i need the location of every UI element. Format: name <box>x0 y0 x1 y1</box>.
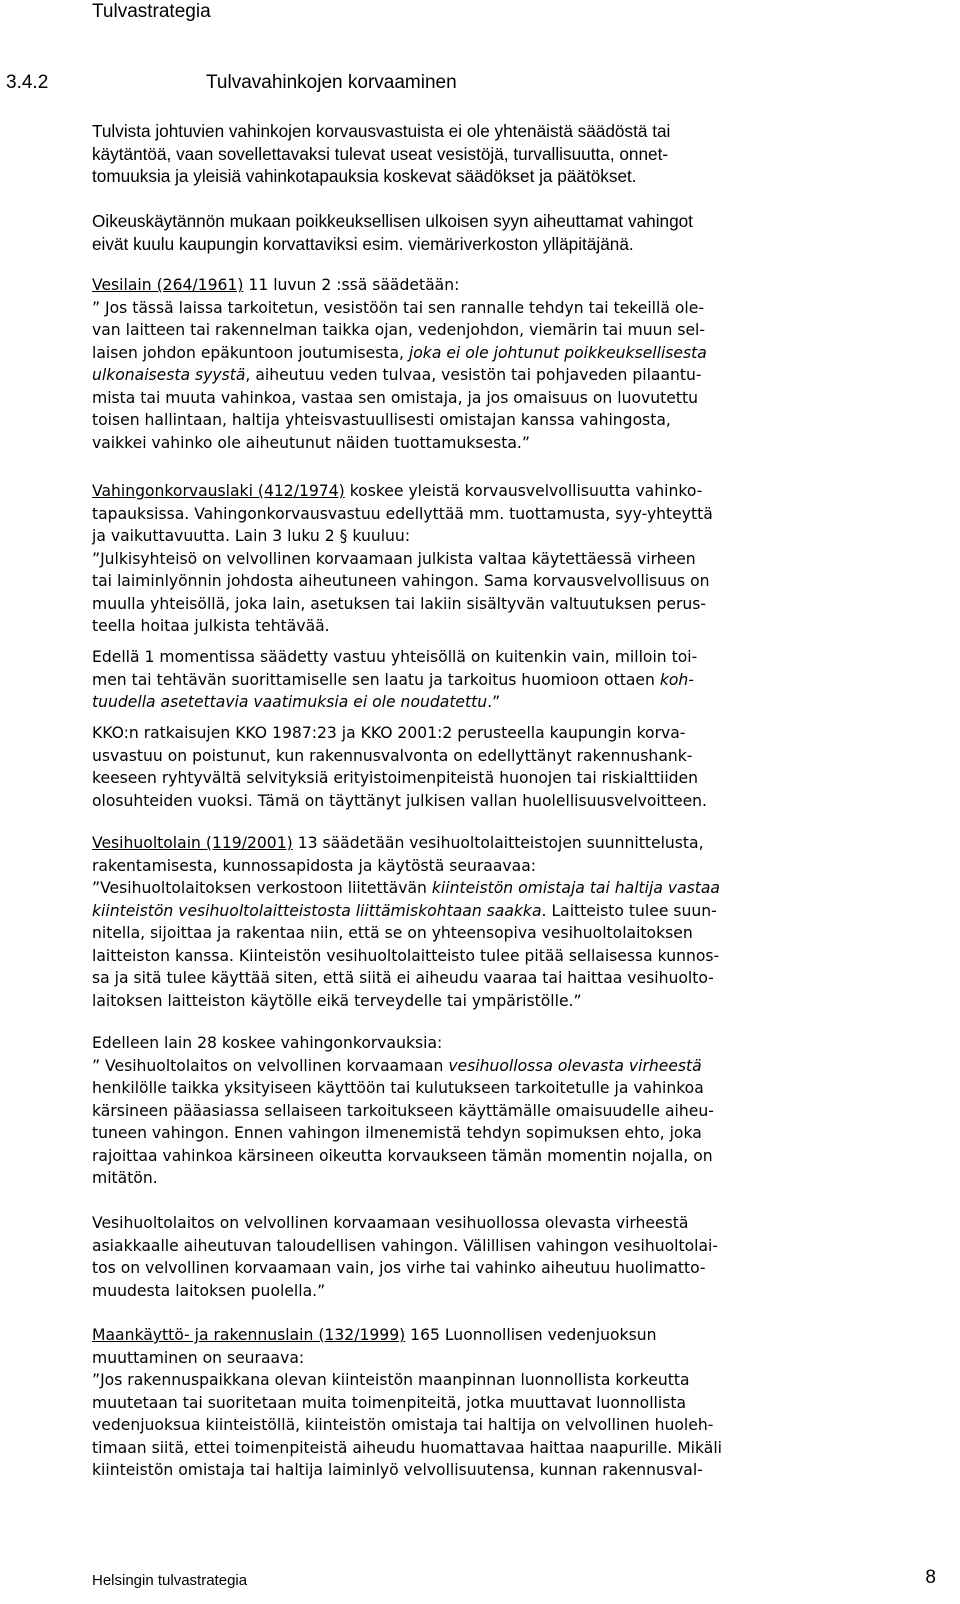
text-line: henkilölle taikka yksityiseen käyttöön tai kulutukseen tarkoitetulle ja vahinkoa <box>92 1079 704 1097</box>
law-reference: Vesihuoltolain (119/2001) <box>92 834 293 852</box>
text-span: . Laitteisto tulee suun- <box>541 901 717 920</box>
edella-paragraph <box>92 646 852 714</box>
text-line: ”Julkisyhteisö on velvollinen korvaamaan julkista valtaa käytettäessä virheen <box>92 549 696 568</box>
italic-span: koh- <box>659 670 694 689</box>
text-line: tai laiminlyönnin johdosta aiheutuneen vahingon. Sama korvausvelvollisuus on <box>92 572 710 590</box>
text-line: vedenjuoksua kiinteistöllä, kiinteistön omistaja tai haltija on velvollinen huoleh- <box>92 1416 714 1434</box>
text-line: van laitteen tai rakennelman taikka ojan, vedenjohdon, viemärin tai muun sel- <box>92 321 706 339</box>
text-line: käytäntöä, vaan sovellettavaksi tulevat useat vesistöjä, turvallisuutta, onnet- <box>92 143 669 164</box>
section-title: Tulvavahinkojen korvaaminen <box>206 72 457 93</box>
text-line: ja vaikuttavuutta. Lain 3 luku 2 § kuuluu: <box>92 527 411 545</box>
text-span: 13 säädetään vesihuoltolaitteistojen suunnittelusta, <box>292 834 704 852</box>
text-line: toisen hallintaan, haltija yhteisvastuullisesti omistajan kanssa vahingosta, <box>92 411 671 429</box>
text-line: ”Jos rakennuspaikkana olevan kiinteistön maanpinnan luonnollista korkeutta <box>92 1371 690 1389</box>
vesilaki-paragraph <box>92 274 852 454</box>
text-line: muuttaminen on seuraava: <box>92 1348 305 1367</box>
vahingonkorvauslaki-paragraph <box>92 480 852 638</box>
text-line: mista tai muuta vahinkoa, vastaa sen omistaja, ja jos omaisuus on luovutettu <box>92 388 698 407</box>
text-line: Vesihuoltolaitos on velvollinen korvaamaan vesihuollossa olevasta virheestä <box>92 1214 689 1232</box>
page-footer: Helsingin tulvastrategia <box>92 1572 248 1589</box>
law-reference: Vahingonkorvauslaki (412/1974) <box>92 482 345 500</box>
text-span: ” Vesihuoltolaitos on velvollinen korvaamaan <box>92 1056 449 1075</box>
text-line: Oikeuskäytännön mukaan poikkeuksellisen ulkoisen syyn aiheuttamat vahingot <box>92 211 693 231</box>
text-line: Edelleen lain 28 koskee vahingonkorvauksia: <box>92 1034 443 1052</box>
intro-paragraph-2 <box>92 210 852 255</box>
text-line: KKO:n ratkaisujen KKO 1987:23 ja KKO 2001:2 perusteella kaupungin korva- <box>92 724 686 742</box>
law-reference: Vesilain (264/1961) <box>92 276 244 294</box>
text-line: mitätön. <box>92 1169 158 1187</box>
text-line: keeseen ryhtyvältä selvityksiä erityistoimenpiteistä huonojen tai riskialttiiden <box>92 769 699 787</box>
law-reference: Maankäyttö- ja rakennuslain (132/1999) <box>92 1326 406 1344</box>
text-line: sa ja sitä tulee käyttää siten, että siitä ei aiheudu vaaraa tai haittaa vesihuolto- <box>92 969 714 987</box>
text-line: rakentamisesta, kunnossapidosta ja käytöstä seuraavaa: <box>92 856 537 875</box>
page-number: 8 <box>925 1567 936 1588</box>
italic-span: kiinteistön vesihuoltolaitteistosta liittämiskohtaan saakka <box>92 901 542 920</box>
text-span: men tai tehtävän suorittamiselle sen laatu ja tarkoitus huomioon ottaen <box>92 670 660 689</box>
text-line: laitteiston kanssa. Kiinteistön vesihuoltolaitteisto tulee pitää sellaisessa kunnos- <box>92 946 720 965</box>
text-line: Edellä 1 momentissa säädetty vastuu yhteisöllä on kuitenkin vain, milloin toi- <box>92 648 698 666</box>
text-line: tos on velvollinen korvaamaan vain, jos virhe tai vahinko aiheutuu huolimatto- <box>92 1259 706 1277</box>
text-line: kiinteistön omistaja tai haltija laiminlyö velvollisuutensa, kunnan rakennusval- <box>92 1461 703 1479</box>
text-span: ”Vesihuoltolaitoksen verkostoon liitettävän <box>92 879 432 897</box>
text-line: muudesta laitoksen puolella.” <box>92 1281 326 1300</box>
text-span: 11 luvun 2 :ssä säädetään: <box>243 276 460 294</box>
italic-span: vesihuollossa olevasta virheestä <box>448 1056 702 1075</box>
text-line: timaan siitä, ettei toimenpiteistä aiheudu huomattavaa haittaa naapurille. Mikäli <box>92 1438 722 1457</box>
vesihuoltolaitos-paragraph <box>92 1212 852 1302</box>
page-header: Tulvastrategia <box>92 1 211 22</box>
text-line: Tulvista johtuvien vahinkojen korvausvastuista ei ole yhtenäistä säädöstä tai <box>92 121 671 141</box>
text-line: olosuhteiden vuoksi. Tämä on täyttänyt julkisen vallan huolellisuusvelvoitteen. <box>92 791 708 810</box>
vesihuoltolaki-paragraph <box>92 832 852 1012</box>
text-span: , aiheutuu veden tulvaa, vesistön tai pohjaveden pilaantu- <box>245 366 702 384</box>
text-line: tapauksissa. Vahingonkorvausvastuu edellyttää mm. tuottamusta, syy-yhteyttä <box>92 504 713 523</box>
intro-paragraph-1 <box>92 120 852 188</box>
italic-span: kiinteistön omistaja tai haltija vastaa <box>431 879 720 897</box>
text-line: tomuuksia ja yleisiä vahinkotapauksia koskevat säädökset ja päätökset. <box>92 166 637 186</box>
text-span: koskee yleistä korvausvelvollisuutta vahinko- <box>344 482 703 500</box>
text-line: muulla yhteisöllä, joka lain, asetuksen tai lakiin sisältyvän valtuutuksen perus- <box>92 594 707 613</box>
text-line: eivät kuulu kaupungin korvattaviksi esim. viemäriverkoston ylläpitäjänä. <box>92 233 634 254</box>
text-line: laitoksen laitteiston käytölle eikä terveydelle tai ympäristölle.” <box>92 991 582 1010</box>
text-line: ” Jos tässä laissa tarkoitetun, vesistöön tai sen rannalle tehdyn tai tekeillä ole- <box>92 298 704 317</box>
text-line: teella hoitaa julkista tehtävää. <box>92 617 330 635</box>
italic-span: ulkonaisesta syystä <box>92 366 246 384</box>
text-line: muutetaan tai suoritetaan muita toimenpiteitä, jotka muuttavat luonnollista <box>92 1393 687 1412</box>
text-span: .” <box>487 693 501 711</box>
section-number: 3.4.2 <box>6 72 49 93</box>
maankaytto-paragraph <box>92 1324 852 1482</box>
kko-paragraph <box>92 722 852 812</box>
italic-span: tuudella asetettavia vaatimuksia ei ole noudatettu <box>92 693 488 711</box>
text-span: laisen johdon epäkuntoon joutumisesta, <box>92 343 409 362</box>
text-line: vaikkei vahinko ole aiheutunut näiden tuottamuksesta.” <box>92 433 530 452</box>
text-line: tuneen vahingon. Ennen vahingon ilmenemistä tehdyn sopimuksen ehto, joka <box>92 1124 702 1142</box>
text-line: kärsineen pääasiassa sellaiseen tarkoitukseen käyttämälle omaisuudelle aiheu- <box>92 1101 714 1120</box>
text-line: rajoittaa vahinkoa kärsineen oikeutta korvaukseen tämän momentin nojalla, on <box>92 1146 713 1165</box>
edelleen-paragraph <box>92 1032 852 1190</box>
text-line: nitella, sijoittaa ja rakentaa niin, että se on yhteensopiva vesihuoltolaitoksen <box>92 924 693 942</box>
text-line: usvastuu on poistunut, kun rakennusvalvonta on edellyttänyt rakennushank- <box>92 746 693 765</box>
section-heading <box>6 72 457 94</box>
text-span: 165 Luonnollisen vedenjuoksun <box>405 1326 657 1344</box>
italic-span: joka ei ole johtunut poikkeuksellisesta <box>408 343 707 362</box>
text-line: asiakkaalle aiheutuvan taloudellisen vahingon. Välillisen vahingon vesihuoltolai- <box>92 1236 718 1255</box>
